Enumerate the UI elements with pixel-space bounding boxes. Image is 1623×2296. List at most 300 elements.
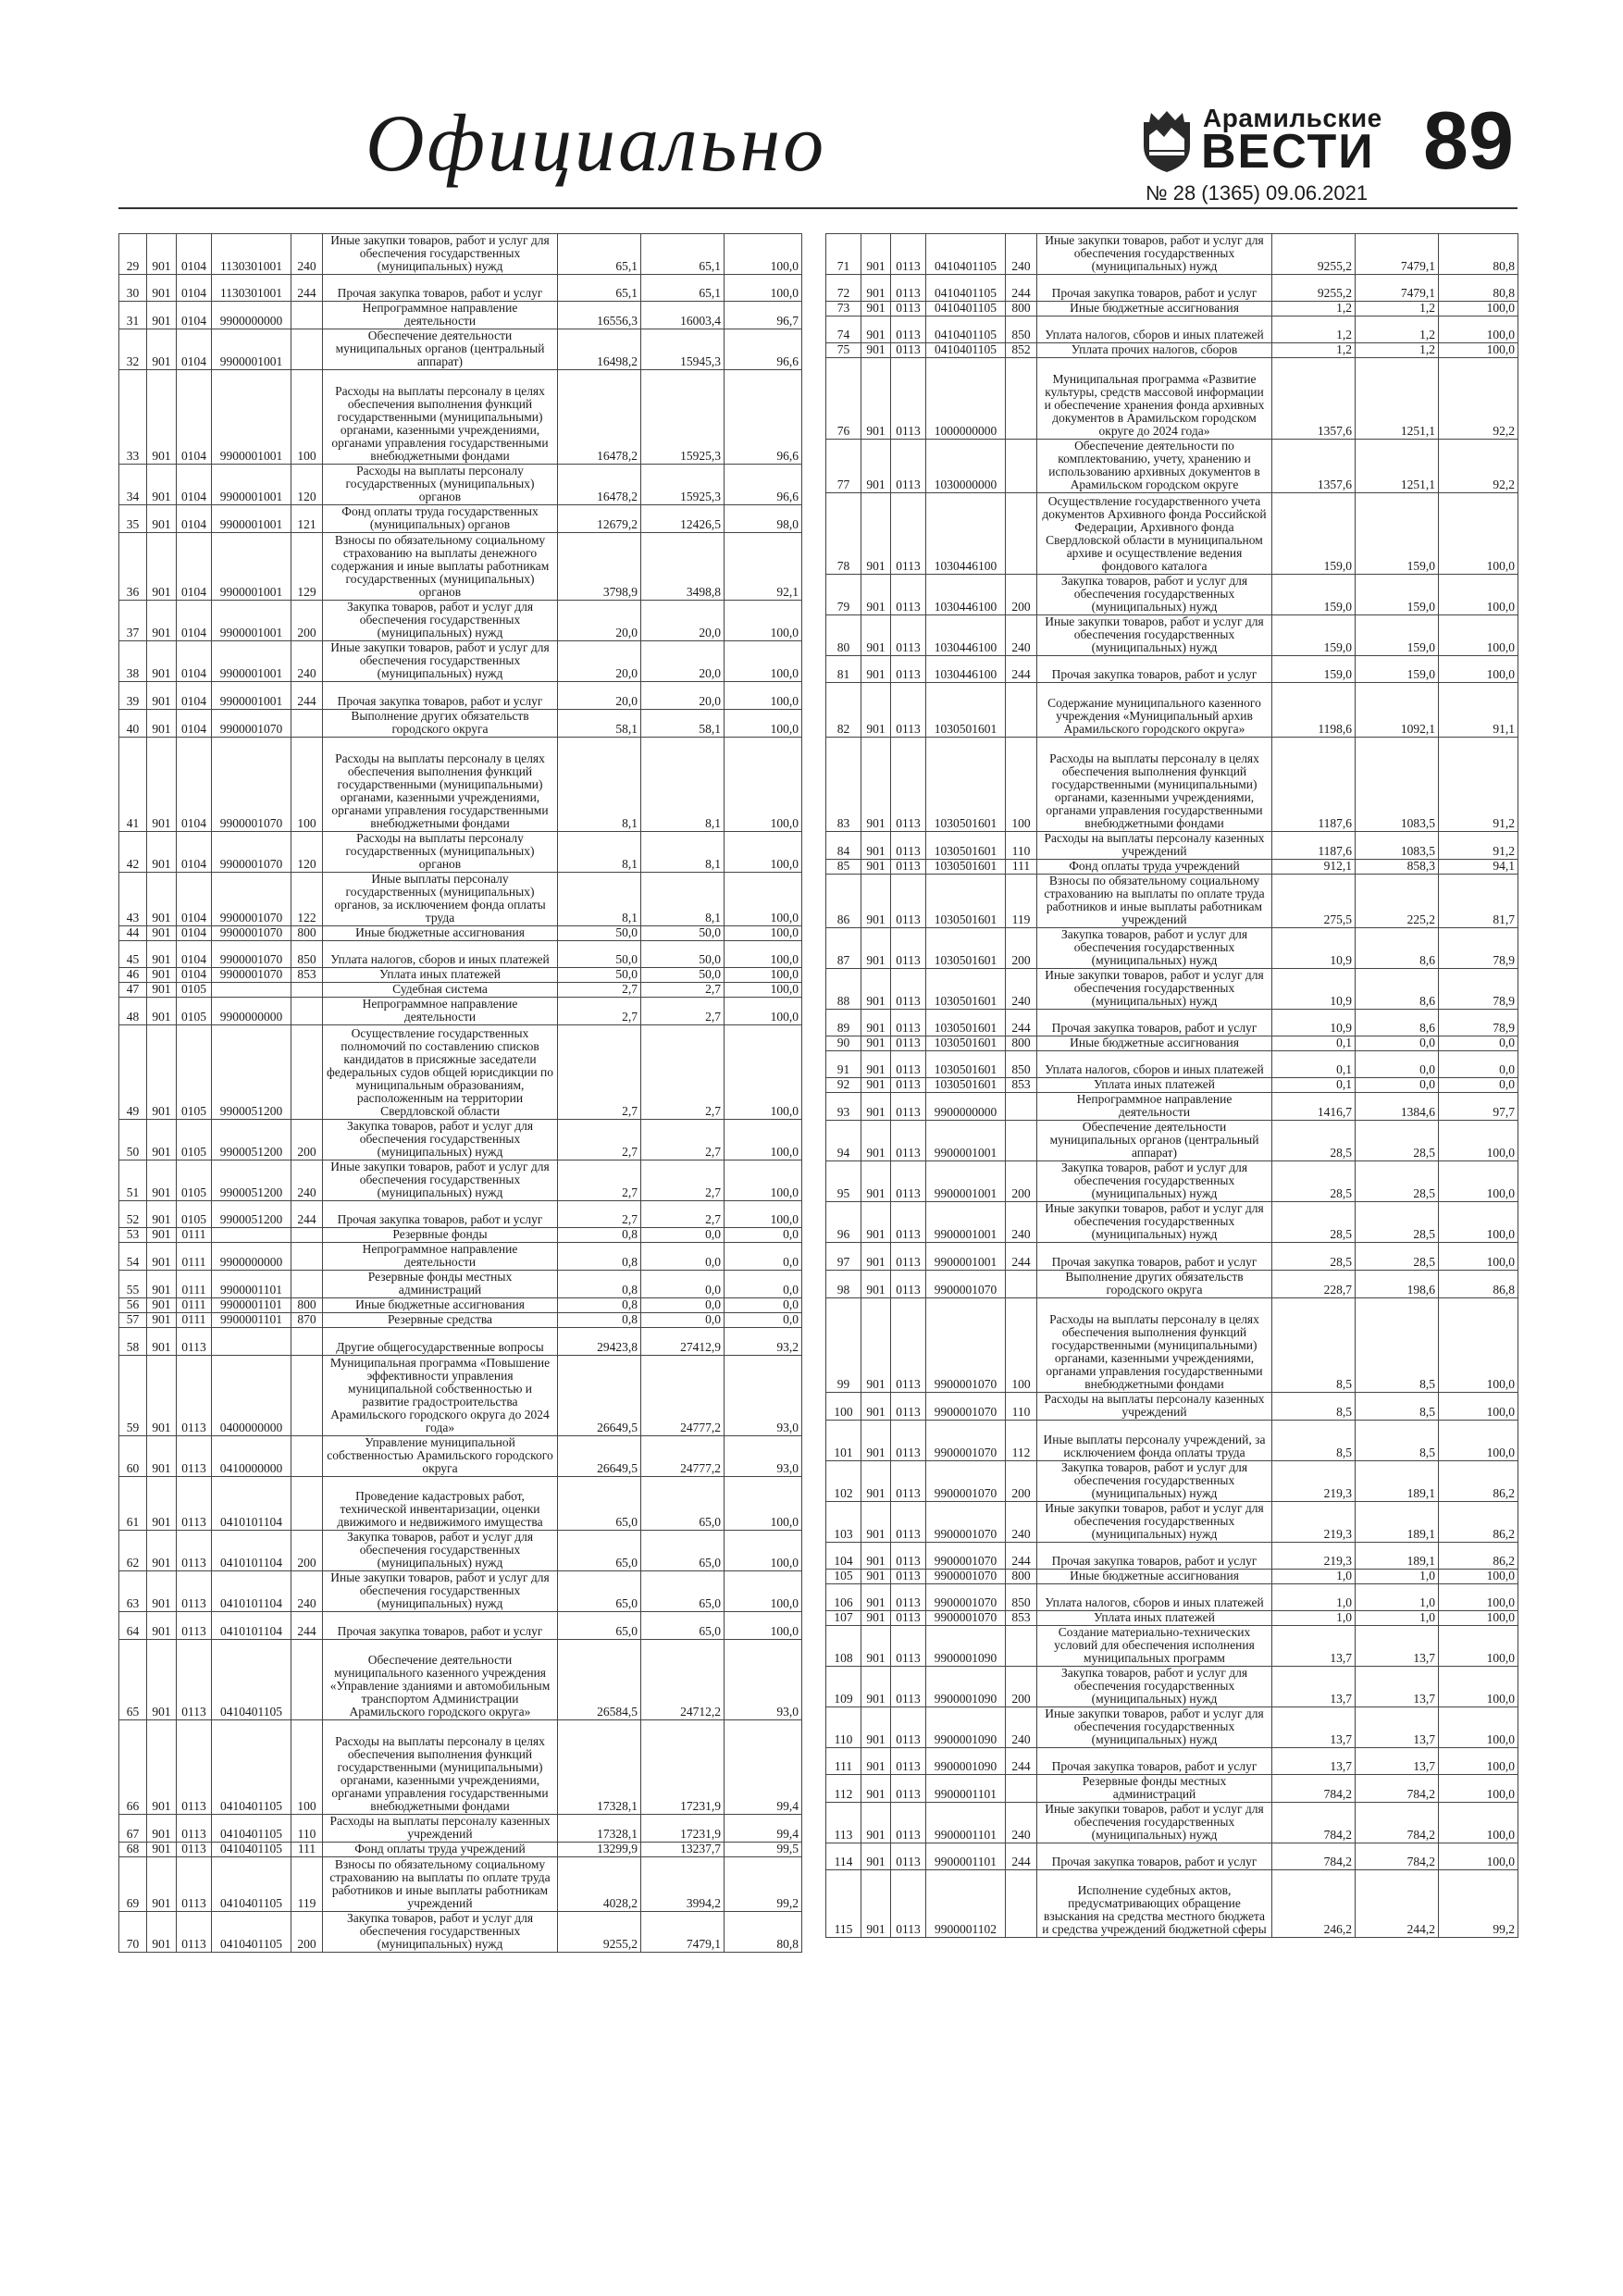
planned-amount: 28,5 [1272, 1161, 1356, 1202]
executed-amount: 12426,5 [641, 505, 725, 533]
execution-percent: 96,7 [725, 302, 802, 329]
item-name: Иные бюджетные ассигнования [323, 925, 558, 940]
department-code: 901 [147, 1843, 177, 1857]
row-number: 59 [119, 1355, 147, 1436]
execution-percent: 100,0 [1439, 343, 1518, 358]
item-name: Прочая закупка товаров, работ и услуг [1037, 1843, 1272, 1870]
expense-type-code: 240 [291, 641, 323, 682]
expense-type-code: 122 [291, 872, 323, 925]
executed-amount: 784,2 [1356, 1775, 1439, 1803]
row-number: 52 [119, 1201, 147, 1228]
expense-type-code: 240 [291, 1571, 323, 1612]
expense-type-code: 240 [1006, 234, 1037, 275]
expense-type-code: 244 [1006, 655, 1037, 682]
row-number: 77 [826, 439, 861, 492]
department-code: 901 [861, 1051, 891, 1078]
table-row [826, 683, 1518, 737]
executed-amount: 189,1 [1356, 1501, 1439, 1542]
item-name: Прочая закупка товаров, работ и услуг [323, 1201, 558, 1228]
expense-type-code: 800 [1006, 1036, 1037, 1051]
planned-amount: 784,2 [1272, 1803, 1356, 1843]
execution-percent: 86,2 [1439, 1501, 1518, 1542]
section-code: 0113 [891, 928, 926, 969]
planned-amount: 65,0 [558, 1612, 641, 1639]
expense-type-code: 240 [1006, 1202, 1037, 1243]
table-row [826, 1202, 1518, 1243]
item-name: Уплата налогов, сборов и иных платежей [323, 940, 558, 967]
table-row [826, 1243, 1518, 1270]
expense-type-code [291, 329, 323, 370]
execution-percent: 100,0 [725, 275, 802, 302]
target-code: 9900001070 [926, 1569, 1006, 1583]
section-code: 0104 [177, 872, 212, 925]
planned-amount: 16498,2 [558, 329, 641, 370]
table-row [119, 275, 802, 302]
section-code: 0113 [891, 614, 926, 655]
budget-table-right [825, 233, 1518, 1938]
section-code: 0105 [177, 1160, 212, 1201]
planned-amount: 1,2 [1272, 343, 1356, 358]
target-code: 9900001070 [212, 709, 291, 737]
department-code: 901 [861, 1161, 891, 1202]
coat-of-arms-icon [1138, 109, 1196, 174]
execution-percent: 100,0 [1439, 1569, 1518, 1583]
table-row [826, 655, 1518, 682]
execution-percent: 100,0 [1439, 1611, 1518, 1626]
table-row [119, 1857, 802, 1911]
section-code: 0111 [177, 1298, 212, 1313]
target-code: 0410401105 [926, 316, 1006, 343]
expense-type-code [291, 709, 323, 737]
section-code: 0113 [891, 234, 926, 275]
department-code: 901 [147, 997, 177, 1024]
expense-type-code [291, 1328, 323, 1355]
item-name: Иные закупки товаров, работ и услуг для обеспечения государственных (муниципальных) нужд [1037, 614, 1272, 655]
row-number: 61 [119, 1477, 147, 1531]
item-name: Закупка товаров, работ и услуг для обеспечения государственных (муниципальных) нужд [1037, 1667, 1272, 1707]
planned-amount: 16556,3 [558, 302, 641, 329]
executed-amount: 858,3 [1356, 859, 1439, 874]
row-number: 35 [119, 505, 147, 533]
department-code: 901 [147, 737, 177, 831]
item-name: Обеспечение деятельности муниципальных органов (центральный аппарат) [323, 329, 558, 370]
executed-amount: 65,0 [641, 1571, 725, 1612]
row-number: 99 [826, 1297, 861, 1392]
expense-type-code: 850 [1006, 1583, 1037, 1610]
item-name: Муниципальная программа «Развитие культуры, средств массовой информации и обеспечение хранения фонда архивных документов в Арамильском городском округе до 2024 года» [1037, 358, 1272, 440]
execution-percent: 81,7 [1439, 874, 1518, 927]
department-code: 901 [147, 1328, 177, 1355]
executed-amount: 24777,2 [641, 1355, 725, 1436]
department-code: 901 [861, 874, 891, 927]
execution-percent: 100,0 [725, 234, 802, 275]
executed-amount: 8,6 [1356, 969, 1439, 1010]
item-name: Расходы на выплаты персоналу в целях обеспечения выполнения функций государственными (муниципальными) органами, казенными учреждениями, органами управления государственными внебюджетными фондами [323, 737, 558, 831]
expense-type-code [1006, 1270, 1037, 1297]
expense-type-code [291, 302, 323, 329]
section-code: 0113 [891, 1611, 926, 1626]
target-code: 9900001101 [212, 1298, 291, 1313]
section-code: 0113 [891, 969, 926, 1010]
section-code: 0104 [177, 925, 212, 940]
expense-type-code: 110 [1006, 831, 1037, 859]
row-number: 82 [826, 683, 861, 737]
section-code: 0113 [891, 1078, 926, 1093]
table-row [826, 275, 1518, 302]
executed-amount: 784,2 [1356, 1803, 1439, 1843]
item-name: Иные закупки товаров, работ и услуг для обеспечения государственных (муниципальных) нужд [1037, 969, 1272, 1010]
execution-percent: 0,0 [725, 1313, 802, 1328]
row-number: 65 [119, 1639, 147, 1720]
target-code: 9900001070 [212, 925, 291, 940]
expense-type-code: 200 [291, 1531, 323, 1571]
section-code: 0111 [177, 1313, 212, 1328]
table-row [826, 874, 1518, 927]
planned-amount: 275,5 [1272, 874, 1356, 927]
expense-type-code: 853 [1006, 1078, 1037, 1093]
executed-amount: 159,0 [1356, 574, 1439, 614]
target-code: 9900051200 [212, 1201, 291, 1228]
table-row [119, 967, 802, 982]
executed-amount: 0,0 [1356, 1078, 1439, 1093]
section-code: 0113 [891, 1870, 926, 1938]
row-number: 33 [119, 370, 147, 465]
target-code: 1030501601 [926, 1078, 1006, 1093]
executed-amount: 17231,9 [641, 1815, 725, 1843]
target-code: 9900001070 [926, 1392, 1006, 1420]
target-code: 9900001102 [926, 1870, 1006, 1938]
executed-amount: 159,0 [1356, 614, 1439, 655]
planned-amount: 13,7 [1272, 1748, 1356, 1775]
executed-amount: 7479,1 [1356, 275, 1439, 302]
executed-amount: 13237,7 [641, 1843, 725, 1857]
execution-percent: 100,0 [725, 997, 802, 1024]
table-row [119, 1160, 802, 1201]
planned-amount: 13,7 [1272, 1667, 1356, 1707]
planned-amount: 2,7 [558, 1024, 641, 1119]
planned-amount: 8,1 [558, 831, 641, 872]
executed-amount: 1251,1 [1356, 439, 1439, 492]
planned-amount: 50,0 [558, 925, 641, 940]
row-number: 41 [119, 737, 147, 831]
execution-percent: 86,2 [1439, 1542, 1518, 1569]
target-code: 9900001070 [926, 1611, 1006, 1626]
target-code: 9900001101 [926, 1843, 1006, 1870]
executed-amount: 1092,1 [1356, 683, 1439, 737]
item-name: Иные закупки товаров, работ и услуг для обеспечения государственных (муниципальных) нужд [1037, 1803, 1272, 1843]
executed-amount: 0,0 [641, 1228, 725, 1243]
execution-percent: 78,9 [1439, 1010, 1518, 1036]
item-name: Прочая закупка товаров, работ и услуг [323, 1612, 558, 1639]
expense-type-code: 100 [1006, 1297, 1037, 1392]
item-name: Другие общегосударственные вопросы [323, 1328, 558, 1355]
executed-amount: 13,7 [1356, 1748, 1439, 1775]
expense-type-code: 200 [1006, 574, 1037, 614]
executed-amount: 189,1 [1356, 1460, 1439, 1501]
planned-amount: 0,1 [1272, 1036, 1356, 1051]
expense-type-code: 110 [1006, 1392, 1037, 1420]
expense-type-code: 244 [291, 1201, 323, 1228]
target-code [212, 982, 291, 997]
target-code: 9900000000 [926, 1093, 1006, 1121]
row-number: 49 [119, 1024, 147, 1119]
execution-percent: 99,2 [1439, 1870, 1518, 1938]
department-code: 901 [861, 1611, 891, 1626]
target-code: 1130301001 [212, 234, 291, 275]
department-code: 901 [147, 1571, 177, 1612]
expense-type-code [291, 1024, 323, 1119]
item-name: Расходы на выплаты персоналу в целях обеспечения выполнения функций государственными (муниципальными) органами, казенными учреждениями, органами управления государственными внебюджетными фондами [323, 1720, 558, 1815]
target-code: 1030446100 [926, 574, 1006, 614]
department-code: 901 [147, 872, 177, 925]
item-name: Прочая закупка товаров, работ и услуг [1037, 655, 1272, 682]
department-code: 901 [861, 1803, 891, 1843]
row-number: 70 [119, 1911, 147, 1952]
execution-percent: 100,0 [1439, 1803, 1518, 1843]
target-code: 9900000000 [212, 1243, 291, 1271]
expense-type-code: 200 [291, 1120, 323, 1160]
target-code: 0410401105 [212, 1911, 291, 1952]
table-row [826, 1775, 1518, 1803]
item-name: Закупка товаров, работ и услуг для обеспечения государственных (муниципальных) нужд [1037, 1161, 1272, 1202]
table-row [826, 831, 1518, 859]
section-code: 0113 [891, 1569, 926, 1583]
expense-type-code: 200 [1006, 1161, 1037, 1202]
section-code: 0105 [177, 1201, 212, 1228]
execution-percent: 100,0 [725, 737, 802, 831]
item-name: Прочая закупка товаров, работ и услуг [323, 682, 558, 709]
item-name: Исполнение судебных актов, предусматривающих обращение взыскания на средства местного бюджета и средства учреждений бюджетной сферы [1037, 1870, 1272, 1938]
department-code: 901 [861, 655, 891, 682]
item-name: Расходы на выплаты персоналу государственных (муниципальных) органов [323, 465, 558, 505]
department-code: 901 [147, 505, 177, 533]
expense-type-code: 120 [291, 465, 323, 505]
target-code: 0410101104 [212, 1571, 291, 1612]
executed-amount: 17231,9 [641, 1720, 725, 1815]
execution-percent: 98,0 [725, 505, 802, 533]
table-row [826, 358, 1518, 440]
section-code: 0113 [177, 1477, 212, 1531]
item-name: Иные закупки товаров, работ и услуг для обеспечения государственных (муниципальных) нужд [323, 1571, 558, 1612]
header-rule [118, 207, 1518, 209]
item-name: Прочая закупка товаров, работ и услуг [1037, 1542, 1272, 1569]
planned-amount: 17328,1 [558, 1815, 641, 1843]
target-code: 0410401105 [212, 1639, 291, 1720]
expense-type-code [291, 1228, 323, 1243]
executed-amount: 1083,5 [1356, 737, 1439, 831]
table-row [826, 234, 1518, 275]
item-name: Закупка товаров, работ и услуг для обеспечения государственных (муниципальных) нужд [323, 1531, 558, 1571]
table-row [119, 997, 802, 1024]
department-code: 901 [147, 1024, 177, 1119]
table-row [119, 872, 802, 925]
planned-amount: 65,1 [558, 275, 641, 302]
execution-percent: 91,2 [1439, 831, 1518, 859]
execution-percent: 93,0 [725, 1639, 802, 1720]
row-number: 73 [826, 302, 861, 316]
department-code: 901 [147, 1436, 177, 1477]
executed-amount: 3498,8 [641, 533, 725, 601]
department-code: 901 [147, 925, 177, 940]
item-name: Обеспечение деятельности муниципального казенного учреждения «Управление зданиями и автомобильным транспортом Администрации Арамильского городского округа» [323, 1639, 558, 1720]
expense-type-code: 240 [1006, 1707, 1037, 1748]
planned-amount: 2,7 [558, 1201, 641, 1228]
item-name: Иные закупки товаров, работ и услуг для обеспечения государственных (муниципальных) нужд [1037, 234, 1272, 275]
row-number: 76 [826, 358, 861, 440]
expense-type-code [1006, 439, 1037, 492]
section-code: 0113 [177, 1436, 212, 1477]
table-row [826, 1748, 1518, 1775]
planned-amount: 3798,9 [558, 533, 641, 601]
table-row [119, 302, 802, 329]
row-number: 75 [826, 343, 861, 358]
department-code: 901 [147, 601, 177, 641]
department-code: 901 [147, 533, 177, 601]
item-name: Взносы по обязательному социальному страхованию на выплаты по оплате труда работников и иные выплаты работникам учреждений [1037, 874, 1272, 927]
row-number: 107 [826, 1611, 861, 1626]
section-code: 0113 [177, 1612, 212, 1639]
section-code: 0113 [891, 1270, 926, 1297]
brand-main: ВЕСТИ [1201, 125, 1375, 179]
row-number: 79 [826, 574, 861, 614]
target-code: 0410101104 [212, 1531, 291, 1571]
item-name: Прочая закупка товаров, работ и услуг [1037, 1010, 1272, 1036]
department-code: 901 [147, 1355, 177, 1436]
planned-amount: 13299,9 [558, 1843, 641, 1857]
planned-amount: 2,7 [558, 1160, 641, 1201]
table-row [826, 439, 1518, 492]
row-number: 108 [826, 1626, 861, 1667]
planned-amount: 10,9 [1272, 928, 1356, 969]
row-number: 114 [826, 1843, 861, 1870]
section-code: 0113 [177, 1843, 212, 1857]
item-name: Создание материально-технических условий для обеспечения исполнения муниципальных программ [1037, 1626, 1272, 1667]
brand-top: Арамильские [1203, 104, 1382, 132]
planned-amount: 0,1 [1272, 1078, 1356, 1093]
department-code: 901 [147, 1271, 177, 1298]
expense-type-code: 119 [1006, 874, 1037, 927]
item-name: Непрограммное направление деятельности [323, 1243, 558, 1271]
expense-type-code [1006, 1093, 1037, 1121]
item-name: Выполнение других обязательств городского округа [323, 709, 558, 737]
table-row [119, 1639, 802, 1720]
department-code: 901 [147, 275, 177, 302]
item-name: Иные закупки товаров, работ и услуг для обеспечения государственных (муниципальных) нужд [323, 234, 558, 275]
planned-amount: 17328,1 [558, 1720, 641, 1815]
executed-amount: 7479,1 [1356, 234, 1439, 275]
execution-percent: 100,0 [725, 641, 802, 682]
section-code: 0105 [177, 1120, 212, 1160]
section-code: 0113 [891, 831, 926, 859]
item-name: Резервные средства [323, 1313, 558, 1328]
section-code: 0113 [177, 1911, 212, 1952]
expense-type-code [1006, 1626, 1037, 1667]
target-code: 9900001101 [926, 1803, 1006, 1843]
planned-amount: 16478,2 [558, 370, 641, 465]
target-code: 9900001070 [212, 737, 291, 831]
execution-percent: 100,0 [1439, 614, 1518, 655]
target-code: 1030501601 [926, 859, 1006, 874]
planned-amount: 2,7 [558, 1120, 641, 1160]
executed-amount: 0,0 [641, 1271, 725, 1298]
planned-amount: 8,1 [558, 872, 641, 925]
table-row [826, 1569, 1518, 1583]
target-code: 0410401105 [926, 234, 1006, 275]
execution-percent: 96,6 [725, 370, 802, 465]
executed-amount: 58,1 [641, 709, 725, 737]
section-code: 0113 [891, 1202, 926, 1243]
expense-type-code: 800 [1006, 302, 1037, 316]
section-code: 0105 [177, 982, 212, 997]
target-code: 1130301001 [212, 275, 291, 302]
department-code: 901 [147, 1477, 177, 1531]
table-row [119, 1571, 802, 1612]
item-name: Осуществление государственных полномочий по составлению списков кандидатов в присяжные заседатели федеральных судов общей юрисдикции по муниципальным образованиям, расположенным на территории Свердловской области [323, 1024, 558, 1119]
executed-amount: 28,5 [1356, 1202, 1439, 1243]
execution-percent: 100,0 [1439, 1626, 1518, 1667]
row-number: 37 [119, 601, 147, 641]
department-code: 901 [861, 737, 891, 831]
target-code: 9900001070 [926, 1460, 1006, 1501]
expense-type-code: 244 [1006, 1843, 1037, 1870]
execution-percent: 100,0 [725, 1160, 802, 1201]
row-number: 60 [119, 1436, 147, 1477]
planned-amount: 20,0 [558, 641, 641, 682]
execution-percent: 100,0 [1439, 1297, 1518, 1392]
execution-percent: 93,0 [725, 1436, 802, 1477]
expense-type-code [291, 982, 323, 997]
item-name: Уплата иных платежей [323, 967, 558, 982]
table-row [119, 601, 802, 641]
row-number: 54 [119, 1243, 147, 1271]
item-name: Иные закупки товаров, работ и услуг для обеспечения государственных (муниципальных) нужд [323, 1160, 558, 1201]
planned-amount: 1,2 [1272, 316, 1356, 343]
table-row [826, 302, 1518, 316]
executed-amount: 27412,9 [641, 1328, 725, 1355]
executed-amount: 159,0 [1356, 493, 1439, 575]
table-row [119, 234, 802, 275]
executed-amount: 15925,3 [641, 465, 725, 505]
section-code: 0113 [891, 874, 926, 927]
department-code: 901 [147, 982, 177, 997]
table-row [826, 1707, 1518, 1748]
target-code: 9900001001 [926, 1121, 1006, 1161]
execution-percent: 100,0 [725, 831, 802, 872]
execution-percent: 99,4 [725, 1815, 802, 1843]
row-number: 46 [119, 967, 147, 982]
row-number: 89 [826, 1010, 861, 1036]
department-code: 901 [147, 1639, 177, 1720]
table-row [119, 1612, 802, 1639]
row-number: 57 [119, 1313, 147, 1328]
table-row [826, 1870, 1518, 1938]
target-code: 0410401105 [212, 1843, 291, 1857]
executed-amount: 28,5 [1356, 1161, 1439, 1202]
expense-type-code: 100 [1006, 737, 1037, 831]
expense-type-code: 111 [1006, 859, 1037, 874]
section-code: 0113 [891, 737, 926, 831]
target-code: 9900001070 [212, 872, 291, 925]
planned-amount: 13,7 [1272, 1626, 1356, 1667]
executed-amount: 2,7 [641, 982, 725, 997]
executed-amount: 8,1 [641, 872, 725, 925]
target-code: 9900001001 [212, 641, 291, 682]
item-name: Фонд оплаты труда государственных (муниципальных) органов [323, 505, 558, 533]
expense-type-code [291, 1271, 323, 1298]
department-code: 901 [147, 682, 177, 709]
executed-amount: 1083,5 [1356, 831, 1439, 859]
department-code: 901 [861, 1420, 891, 1460]
